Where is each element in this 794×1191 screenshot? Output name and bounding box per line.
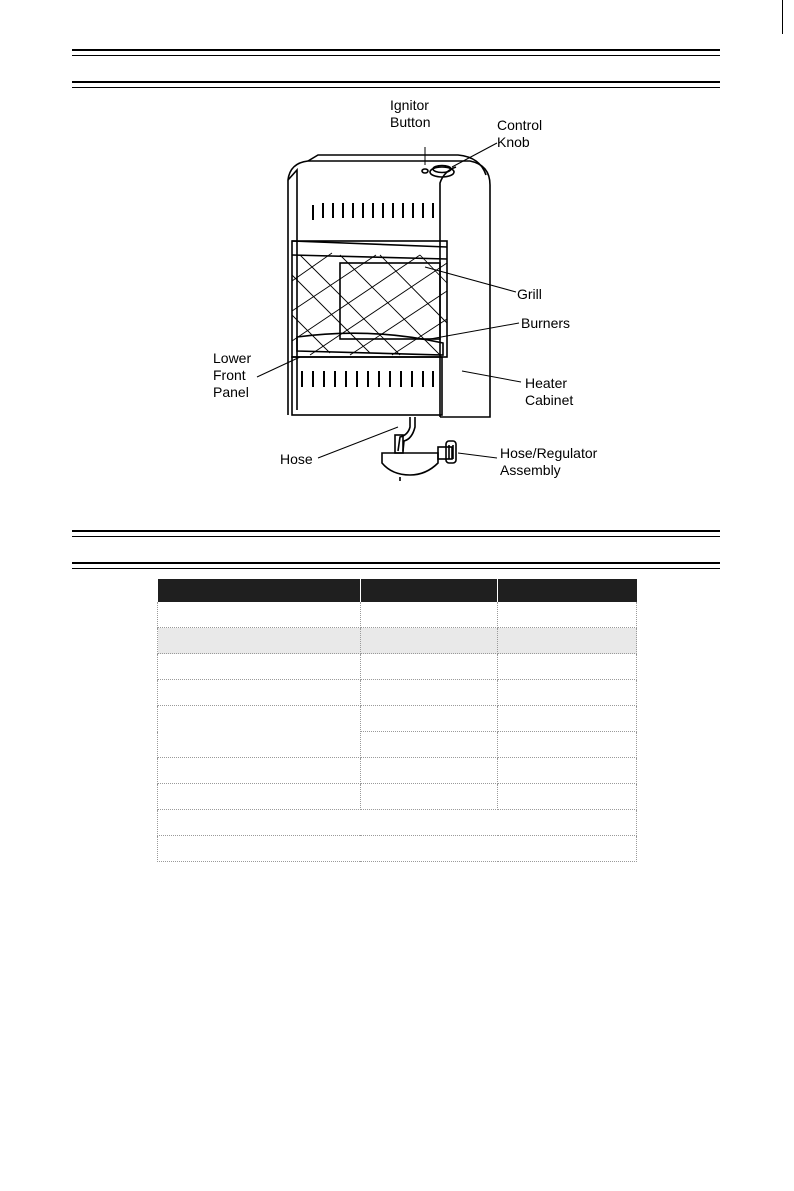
table-cell [498,654,637,680]
table-cell [158,706,361,758]
table-cell [360,680,498,706]
table-header-cell [158,579,361,602]
table-cell [498,706,637,732]
table-cell [360,758,498,784]
label-grill: Grill [517,286,542,302]
specifications-table [157,579,637,862]
table-cell [360,706,498,732]
table-cell [158,680,361,706]
section-rule-top-2 [72,81,720,88]
table-row [158,706,637,732]
table-cell [360,654,498,680]
page-edge-mark [782,0,783,34]
table-cell [158,602,361,628]
table-cell [360,784,498,810]
heater-diagram [200,95,620,485]
section-rule-top-1 [72,49,720,56]
table-cell [158,784,361,810]
table-row [158,758,637,784]
section-rule-bottom-2 [72,562,720,569]
label-hose-regulator-assembly: Hose/Regulator Assembly [500,445,598,478]
table-cell [498,602,637,628]
table-cell [498,680,637,706]
table-cell [498,758,637,784]
table-cell [498,732,637,758]
table-cell [158,758,361,784]
table-row [158,680,637,706]
table-cell [498,784,637,810]
label-control-knob: Control Knob [497,117,543,150]
table-row [158,810,637,836]
table-row [158,784,637,810]
table-cell-wide [158,836,637,862]
label-lower-front-panel: Lower Front Panel [213,350,252,400]
table-row [158,628,637,654]
table-row [158,836,637,862]
table-cell [158,628,361,654]
heater-drawing [200,95,620,485]
label-ignitor-button: Ignitor Button [390,97,431,130]
table-cell [498,628,637,654]
table-cell [158,654,361,680]
section-rule-bottom-1 [72,530,720,537]
table-row [158,654,637,680]
table-cell [360,732,498,758]
table-cell-wide [158,810,637,836]
table-header-cell [360,579,498,602]
label-hose: Hose [280,451,313,467]
table-cell [360,628,498,654]
hose-regulator-shape [382,453,438,475]
label-burners: Burners [521,315,571,331]
table-row [158,602,637,628]
ignitor-button-shape [422,169,428,173]
table-header-row [158,579,637,602]
label-heater-cabinet: Heater Cabinet [525,375,574,408]
table-header-cell [498,579,637,602]
table-cell [360,602,498,628]
